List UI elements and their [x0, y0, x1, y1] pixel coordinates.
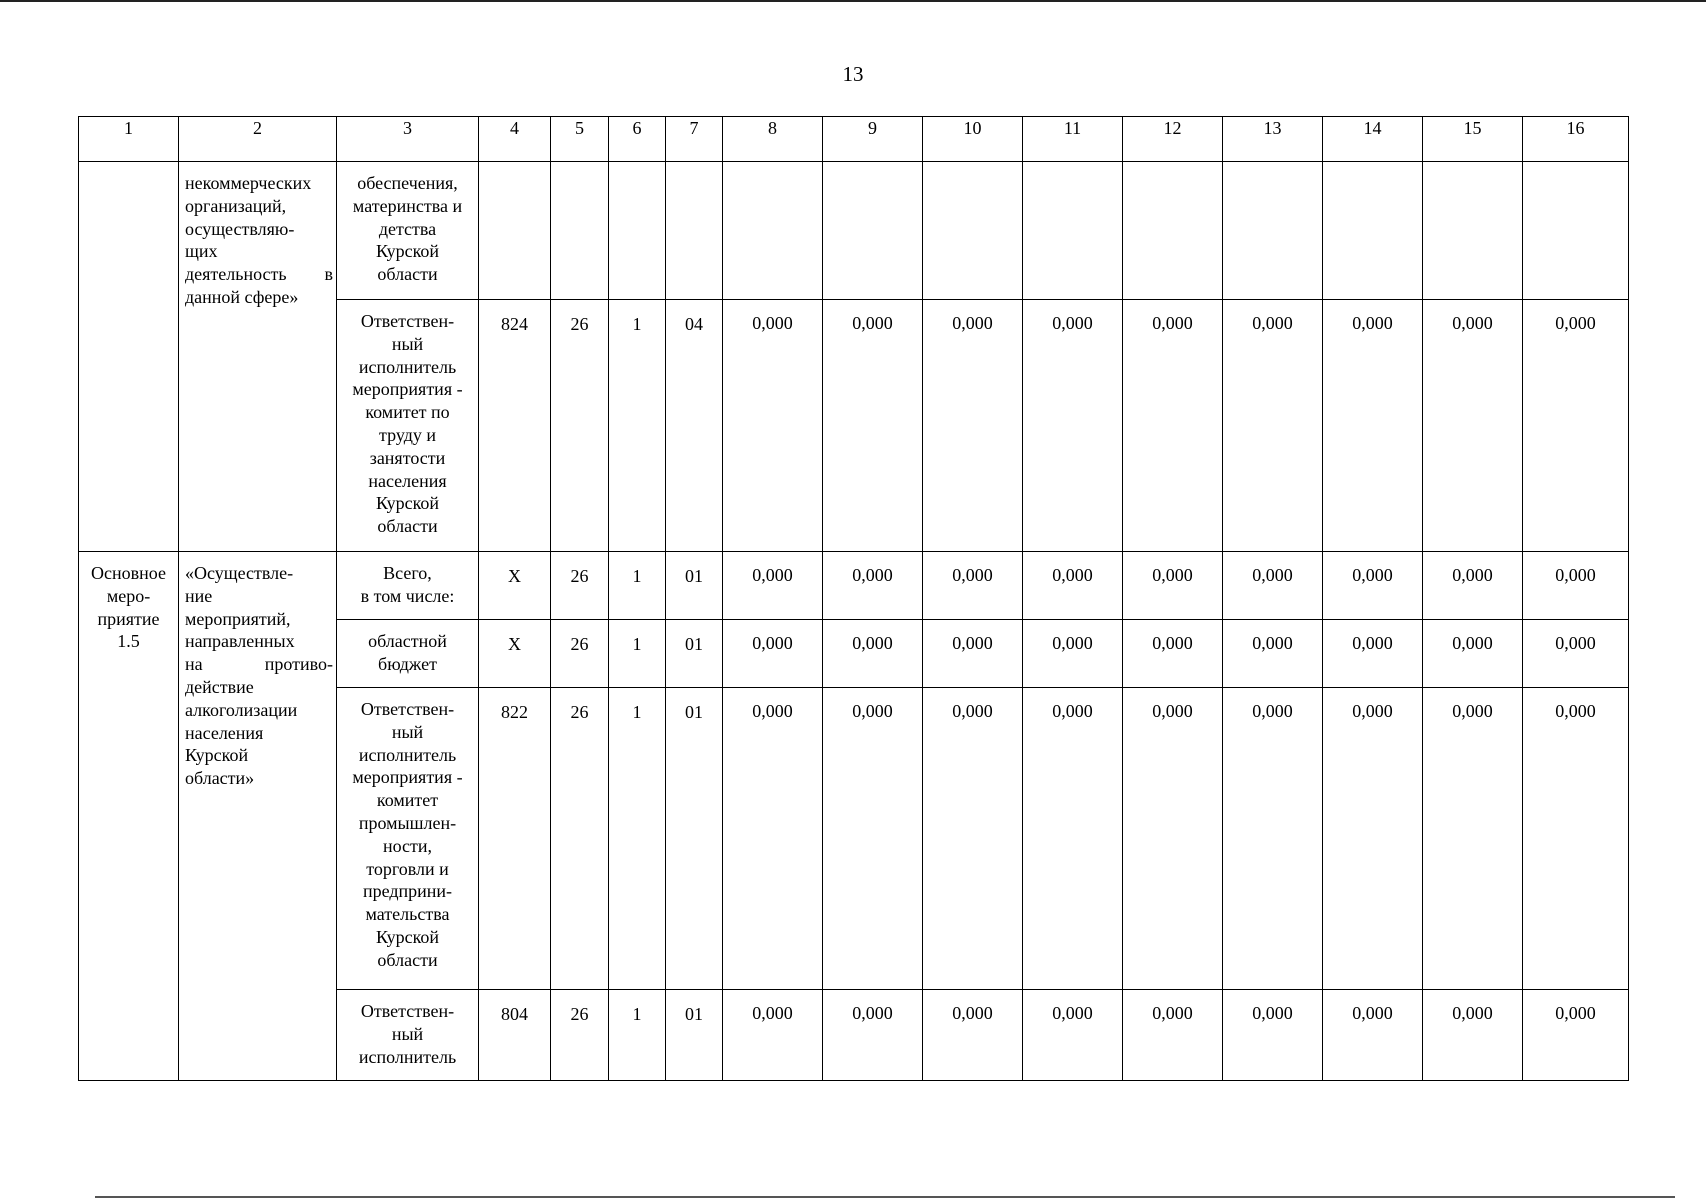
value-cell: 0,000 — [1123, 990, 1223, 1081]
value-cell: 0,000 — [1323, 620, 1423, 688]
column-header: 13 — [1223, 117, 1323, 162]
column-header: 6 — [609, 117, 666, 162]
value-cell — [923, 162, 1023, 300]
code-cell: 01 — [666, 688, 723, 990]
code-cell: 1 — [609, 552, 666, 620]
value-cell: 0,000 — [723, 990, 823, 1081]
code-cell: 26 — [551, 552, 609, 620]
column-header: 2 — [179, 117, 337, 162]
description-cell: Ответствен- ный исполнитель мероприятия - комитет по труду и занятости населения Курской области — [337, 300, 479, 552]
code-cell: X — [479, 552, 551, 620]
value-cell: 0,000 — [823, 990, 923, 1081]
value-cell: 0,000 — [1523, 990, 1629, 1081]
column-header: 4 — [479, 117, 551, 162]
code-cell: 26 — [551, 990, 609, 1081]
value-cell — [723, 162, 823, 300]
event-name-cell: некоммерческих организаций, осуществляю- щих деятельность в данной сфере» — [179, 162, 337, 552]
value-cell: 0,000 — [1123, 688, 1223, 990]
column-header: 12 — [1123, 117, 1223, 162]
top-edge-line — [0, 0, 1706, 2]
column-header: 14 — [1323, 117, 1423, 162]
value-cell: 0,000 — [1523, 620, 1629, 688]
value-cell: 0,000 — [1523, 552, 1629, 620]
code-cell: X — [479, 620, 551, 688]
code-cell: 1 — [609, 620, 666, 688]
measure-cell-empty — [79, 162, 179, 552]
value-cell: 0,000 — [1323, 552, 1423, 620]
code-cell: 804 — [479, 990, 551, 1081]
column-header: 1 — [79, 117, 179, 162]
table-row — [79, 552, 1629, 620]
value-cell: 0,000 — [823, 552, 923, 620]
column-header: 10 — [923, 117, 1023, 162]
description-cell: обеспечения, материнства и детства Курской области — [337, 162, 479, 300]
description-cell: Ответствен- ный исполнитель мероприятия - комитет промышлен- ности, торговли и предприни- мательства Курской области — [337, 688, 479, 990]
code-cell — [479, 162, 551, 300]
column-header: 11 — [1023, 117, 1123, 162]
bottom-edge-line — [95, 1196, 1675, 1198]
value-cell: 0,000 — [1123, 620, 1223, 688]
code-cell: 01 — [666, 620, 723, 688]
code-cell: 26 — [551, 620, 609, 688]
value-cell: 0,000 — [723, 552, 823, 620]
value-cell: 0,000 — [1123, 300, 1223, 552]
value-cell: 0,000 — [1223, 300, 1323, 552]
value-cell: 0,000 — [923, 990, 1023, 1081]
code-cell: 824 — [479, 300, 551, 552]
value-cell: 0,000 — [1523, 300, 1629, 552]
value-cell: 0,000 — [1023, 990, 1123, 1081]
value-cell: 0,000 — [823, 300, 923, 552]
value-cell — [823, 162, 923, 300]
code-cell: 1 — [609, 688, 666, 990]
value-cell: 0,000 — [1423, 990, 1523, 1081]
header-row — [79, 117, 1629, 162]
value-cell: 0,000 — [1423, 552, 1523, 620]
value-cell: 0,000 — [1023, 552, 1123, 620]
budget-table — [78, 116, 1629, 1081]
value-cell: 0,000 — [723, 300, 823, 552]
value-cell: 0,000 — [923, 300, 1023, 552]
value-cell — [1523, 162, 1629, 300]
value-cell — [1423, 162, 1523, 300]
value-cell: 0,000 — [1323, 300, 1423, 552]
code-cell: 822 — [479, 688, 551, 990]
code-cell — [551, 162, 609, 300]
value-cell: 0,000 — [723, 688, 823, 990]
value-cell: 0,000 — [823, 620, 923, 688]
value-cell: 0,000 — [723, 620, 823, 688]
description-cell: Всего, в том числе: — [337, 552, 479, 620]
code-cell — [609, 162, 666, 300]
value-cell: 0,000 — [1223, 552, 1323, 620]
code-cell: 1 — [609, 300, 666, 552]
value-cell: 0,000 — [1423, 620, 1523, 688]
column-header: 3 — [337, 117, 479, 162]
value-cell — [1123, 162, 1223, 300]
code-cell: 1 — [609, 990, 666, 1081]
page-number: 13 — [842, 62, 864, 86]
value-cell: 0,000 — [1223, 620, 1323, 688]
value-cell: 0,000 — [1423, 688, 1523, 990]
value-cell: 0,000 — [923, 552, 1023, 620]
value-cell: 0,000 — [1323, 688, 1423, 990]
main-measure-cell: Основное меро- приятие 1.5 — [79, 552, 179, 1081]
column-header: 8 — [723, 117, 823, 162]
value-cell: 0,000 — [1223, 688, 1323, 990]
value-cell: 0,000 — [1023, 300, 1123, 552]
value-cell: 0,000 — [1523, 688, 1629, 990]
value-cell: 0,000 — [1323, 990, 1423, 1081]
column-header: 15 — [1423, 117, 1523, 162]
event-name-cell: «Осуществле- ние мероприятий, направленных на противо- действие алкоголизации населения Курской области» — [179, 552, 337, 1081]
code-cell: 26 — [551, 300, 609, 552]
value-cell: 0,000 — [1023, 620, 1123, 688]
code-cell: 04 — [666, 300, 723, 552]
description-cell: Ответствен- ный исполнитель — [337, 990, 479, 1081]
value-cell: 0,000 — [1123, 552, 1223, 620]
description-cell: областной бюджет — [337, 620, 479, 688]
value-cell: 0,000 — [1223, 990, 1323, 1081]
column-header: 9 — [823, 117, 923, 162]
column-header: 5 — [551, 117, 609, 162]
value-cell: 0,000 — [823, 688, 923, 990]
code-cell — [666, 162, 723, 300]
code-cell: 01 — [666, 990, 723, 1081]
value-cell: 0,000 — [1023, 688, 1123, 990]
value-cell: 0,000 — [923, 620, 1023, 688]
column-header: 16 — [1523, 117, 1629, 162]
value-cell — [1323, 162, 1423, 300]
value-cell — [1223, 162, 1323, 300]
code-cell: 26 — [551, 688, 609, 990]
value-cell — [1023, 162, 1123, 300]
column-header: 7 — [666, 117, 723, 162]
value-cell: 0,000 — [1423, 300, 1523, 552]
table-row — [79, 162, 1629, 300]
value-cell: 0,000 — [923, 688, 1023, 990]
code-cell: 01 — [666, 552, 723, 620]
